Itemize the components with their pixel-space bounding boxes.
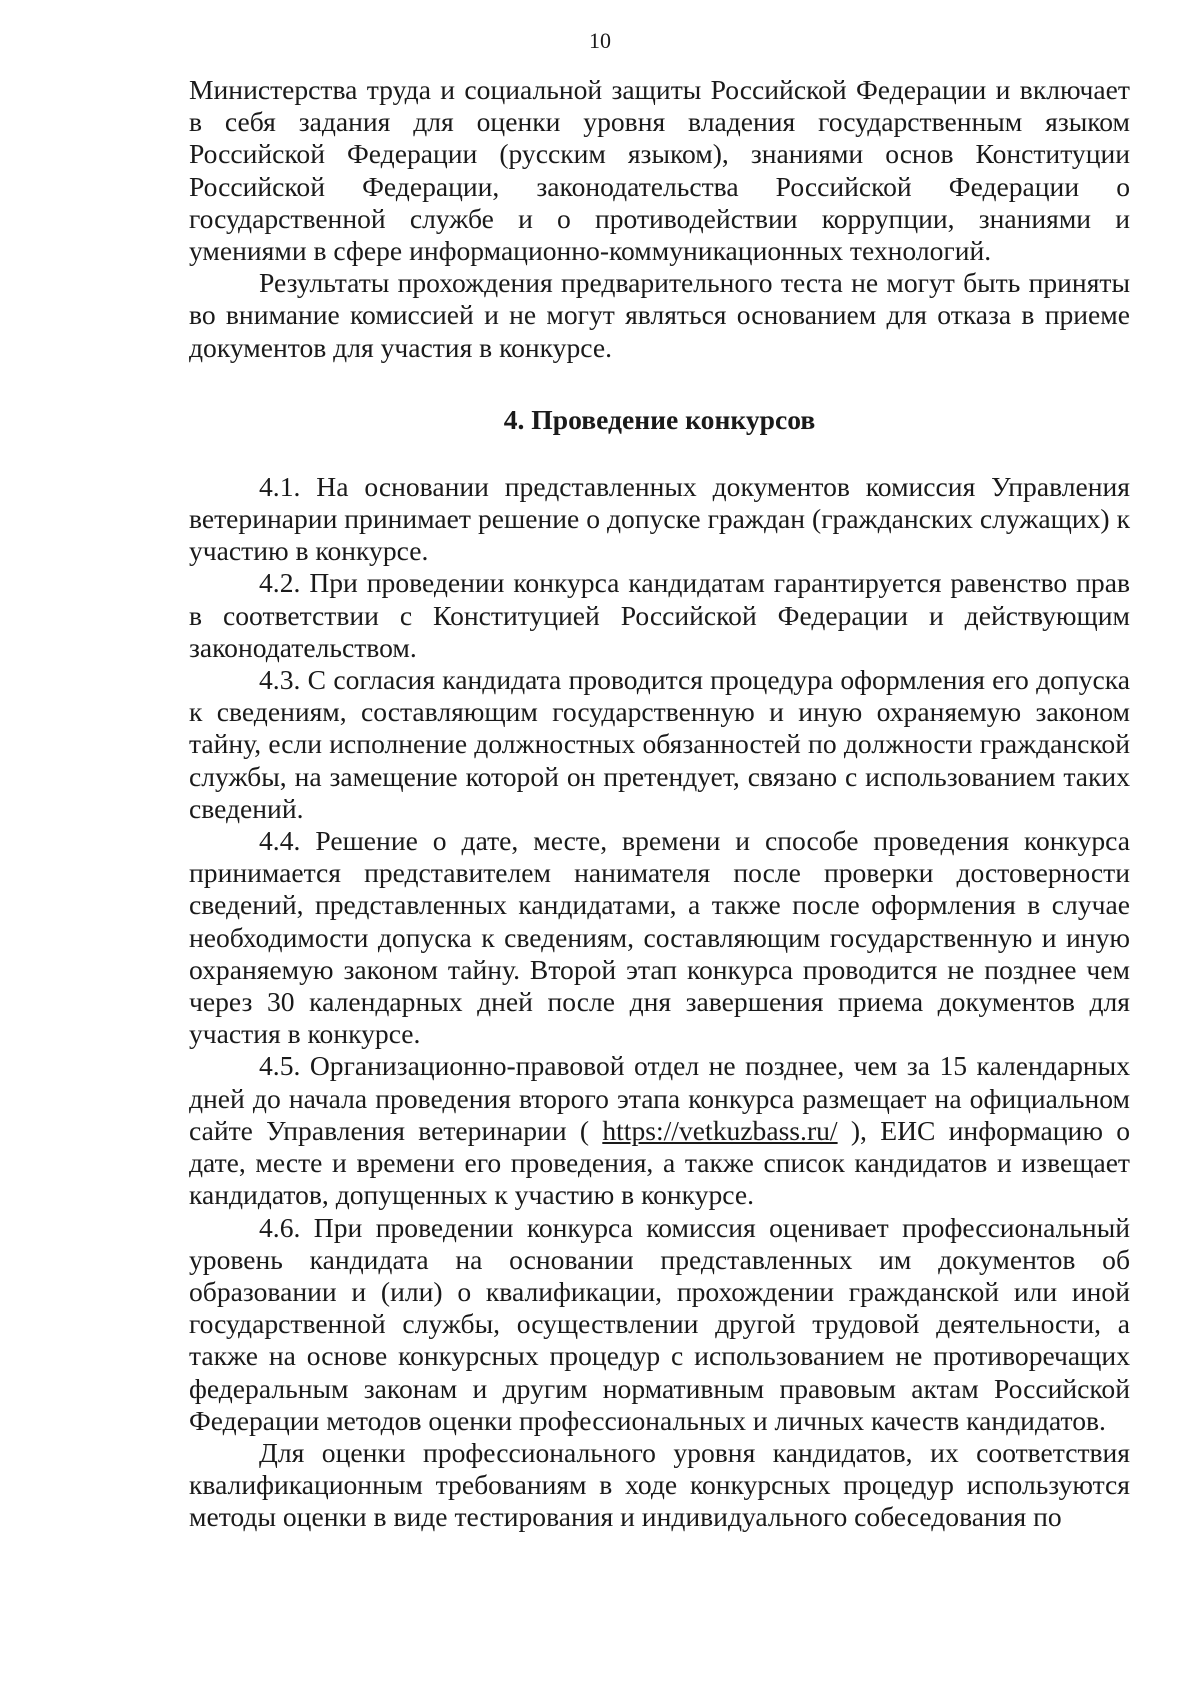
document-body [189, 74, 1130, 1534]
clause-4-6-continued: Для оценки профессионального уровня кандидатов, их соответствия квалификационным требованиям в ходе конкурсных процедур используются методы оценки в виде тестирования и индивидуального собеседования по [189, 1436, 1130, 1533]
clause-4-5 [189, 1050, 1130, 1211]
clause-4-2: 4.2. При проведении конкурса кандидатам гарантируется равенство прав в соответствии с Конституцией Российской Федерации и действующим законодательством. [189, 567, 1130, 663]
clause-4-1: 4.1. На основании представленных документов комиссия Управления ветеринарии принимает решение о допуске граждан (гражданских служащих) к участию в конкурсе. [189, 470, 1130, 567]
clause-4-3: 4.3. С согласия кандидата проводится процедура оформления его допуска к сведениям, составляющим государственную и иную охраняемую законом тайну, если исполнение должностных обязанностей по должности гражданской службы, на замещение которой он претендует, связано с использованием таких сведений. [189, 664, 1130, 824]
clause-4-4: 4.4. Решение о дате, месте, времени и способе проведения конкурса принимается представителем нанимателя после проверки достоверности сведений, представленных кандидатами, а также после оформления в случае необходимости допуска к сведениям, составляющим государственную и иную охраняемую законом тайну. Второй этап конкурса проводится не позднее чем через 30 календарных дней после дня завершения приема документов для участия в конкурсе. [189, 825, 1130, 1050]
website-link[interactable]: https://vetkuzbass.ru/ [602, 1114, 838, 1146]
intro-paragraph: Результаты прохождения предварительного теста не могут быть приняты во внимание комиссией и не могут являться основанием для отказа в приеме документов для участия в конкурсе. [189, 267, 1130, 363]
page-number: 10 [589, 28, 611, 53]
clause-4-5-text-end: ), ЕИС информацию о дате, месте и времени его проведения, а также список кандидатов и извещает кандидатов, допущенных к участию в конкурсе. [189, 1114, 1130, 1211]
intro-paragraph: Министерства труда и социальной защиты Российской Федерации и включает в себя задания для оценки уровня владения государственным языком Российской Федерации (русским языком), знаниями основ Конституции Российской Федерации, законодательства Российской Федерации о государственной службе и о противодействии коррупции, знаниями и умениями в сфере информационно-коммуникационных технологий. [189, 74, 1130, 267]
section-title: 4. Проведение конкурсов [503, 403, 816, 435]
clause-4-6: 4.6. При проведении конкурса комиссия оценивает профессиональный уровень кандидата на основании представленных им документов об образовании и (или) о квалификации, прохождении гражданской или иной государственной службы, осуществлении другой трудовой деятельности, а также на основе конкурсных процедур с использованием не противоречащих федеральным законам и другим нормативным правовым актам Российской Федерации методов оценки профессиональных и личных качеств кандидатов. [189, 1211, 1130, 1436]
clause-4-5-text-start: 4.5. Организационно-правовой отдел не позднее, чем за 15 календарных дней до начала проведения второго этапа конкурса размещает на официальном сайте Управления ветеринарии ( [189, 1050, 1130, 1146]
